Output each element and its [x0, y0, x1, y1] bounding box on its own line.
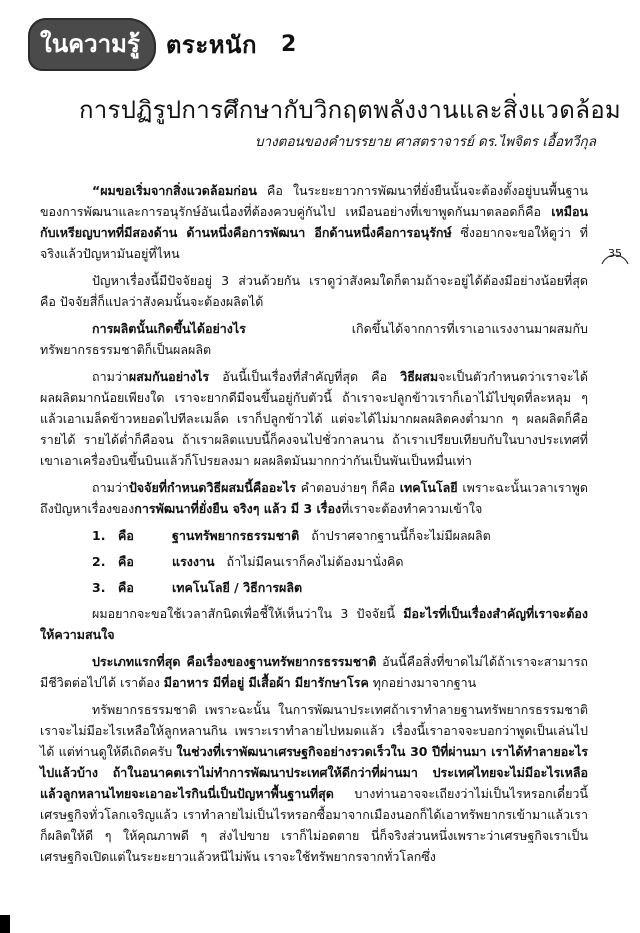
list-item-number: 1. [92, 528, 106, 543]
page-number: 35 [608, 247, 622, 260]
p8-bold: ในช่วงที่เราพัฒนาเศรษฐกิจอย่างรวดเร็วใน 30 ปีที่ผ่านมา เราได้ทำลายอะไรไปแล้วบ้าง ถ้าในอนาคตเราไม่ทำการพัฒนาประเทศให้ดีกว่าที่ผ่านมา ประเทศไทยจะไม่มีอะไรเหลือ แล้วลูกหลานไทยจะเอาอะไรกินนี่เป็นปัญหาพื้นฐานที่สุด [40, 744, 588, 801]
p1-text-c: ซึ่งอยากจะขอให้ดูว่า ที่จริงแล้วปัญหามันอยู่ที่ไหน [40, 225, 588, 261]
list-item-label: คือ [118, 528, 134, 543]
p1-text-a: คือ ในระยะยาวการพัฒนาที่ยั่งยืนนั้นจะต้องตั้งอยู่บนพื้นฐานของการพัฒนาและการอนุรักษ์อันเนื่องที่ต้องควบคู่กันไป เหมือนอย่างที่เขาพูดกันมาตลอดก็คือ [40, 183, 588, 219]
paragraph-6 [40, 603, 588, 645]
list-item [40, 525, 588, 546]
chapter-badge-rest: ตระหนัก [165, 31, 257, 59]
page-title: การปฏิรูปการศึกษากับวิกฤตพลังงานและสิ่งแวดล้อม [78, 96, 622, 124]
p4-b: อันนี้เป็นเรื่องที่สำคัญที่สุด คือ [209, 369, 401, 384]
p7-a: อันนี้คือสิ่งที่ขาดไม่ได้ถ้าเราจะสามารถมีชีวิตต่อไปได้ เราต้อง [40, 654, 588, 690]
paragraph-3 [40, 318, 588, 360]
p4-bold-a: ผสมกันอย่างไร [128, 369, 210, 384]
p3-text: เกิดขึ้นได้จากการที่เราเอาแรงงานมาผสมกับทรัพยากรธรรมชาติก็เป็นผลผลิต [40, 321, 588, 357]
scan-corner-mark [0, 915, 10, 933]
paragraph-2: ปัญหาเรื่องนี้มีปัจจัยอยู่ 3 ส่วนด้วยกัน เราดูว่าสังคมใดก็ตามถ้าจะอยู่ได้ต้องมีอย่างน้อยที่สุด คือ ปัจจัยสี่ก็แปลว่าสังคมนั้นจะต้องผลิตได้ [40, 273, 588, 309]
p7-bold-b: มีอาหาร มีที่อยู่ มีเสื้อผ้า มียารักษาโรค [163, 675, 369, 690]
page-subtitle: บางตอนของคำบรรยาย ศาสตราจารย์ ดร.ไพจิตร เอื้อทวีกุล [254, 134, 596, 150]
p8-c: บางท่านอาจจะเถียงว่าไม่เป็นไรหรอกเดี๋ยวนี้เศรษฐกิจทั่วโลกเจริญแล้ว เราทำลายไม่เป็นไรหรอกซื้อมาจากเมืองนอกก็ได้เอาทรัพยากรเข้ามาแล้วเราก็ผลิตให้ดี ๆ ให้คุณภาพดี ๆ ส่งไปขาย เราก็ไม่อดตาย นี่ก็จริงส่วนหนึ่งเพราะว่าเศรษฐกิจเราเป็นเศรษฐกิจเปิดแต่ในระยะยาวแล้วหนีไม่พ้น เราจะใช้ทรัพยากรจากทั่วโลกซึ่ง [40, 786, 588, 864]
p5-d: ที่เราจะต้องทำความเข้าใจ [341, 501, 483, 516]
list-item-key: แรงงาน [172, 554, 215, 569]
list-item-text: ถ้าไม่มีคนเราก็คงไม่ต้องมานั่งคิด [226, 554, 404, 569]
list-item-label: คือ [118, 554, 134, 569]
list-item-text: ถ้าปราศจากฐานนี้ก็จะไม่มีผลผลิต [311, 528, 491, 543]
paragraph-5 [40, 477, 588, 519]
p4-a: ถามว่า [92, 369, 129, 384]
p1-bold-b: เหมือนกับเหรียญบาทที่มีสองด้าน ด้านหนึ่งคือการพัฒนา อีกด้านหนึ่งคือการอนุรักษ์ [40, 204, 588, 240]
list-item-label: คือ [118, 580, 134, 595]
list-item-number: 3. [92, 580, 106, 595]
p5-bold-b: เทคโนโลยี [399, 480, 458, 495]
p5-c: เพราะฉะนั้นเวลาเราพูดถึงปัญหาเรื่องของ [40, 480, 588, 516]
paragraph-7 [40, 651, 588, 693]
list-item-key: ฐานทรัพยากรธรรมชาติ [172, 528, 300, 543]
list-item-number: 2. [92, 554, 106, 569]
p4-bold-b: วิธีผสม [400, 369, 439, 384]
chapter-header [28, 18, 296, 71]
paragraph-8 [40, 699, 588, 867]
list-item-key: เทคโนโลยี / วิธีการผลิต [172, 580, 303, 595]
p8-a: ทรัพยากรธรรมชาติ เพราะฉะนั้น ในการพัฒนาประเทศถ้าเราทำลายฐานทรัพยากรธรรมชาติเราจะไม่มีอะไรเหลือให้ลูกหลานกิน เพราะเราทำลายไปหมดแล้ว เรื่องนี้เราอาจจะบอกว่าพูดเป็นเล่นไปได้ แต่ท่านดูให้ดีเถิดครับ [40, 702, 588, 759]
p4-c: จะเป็นตัวกำหนดว่าเราจะได้ผลผลิตมากน้อยเพียงใด เราจะยากดีมีจนขึ้นอยู่กับตัวนี้ ถ้าเราจะปลูกข้าวเราก็เอาไม้ไปขุดที่ละหลุม ๆ แล้วเอาเมล็ดข้าวหยอดไปทีละเมล็ด เราก็ปลูกข้าวได้ แต่จะได้ไม่มากผลผลิตคงต่ำมาก ๆ ผลผลิตก็คือรายได้ รายได้ต่ำก็คือจน ถ้าเราผลิตแบบนี้ก็คงจนไปชั่วกาลนาน ถ้าเราเปรียบเทียบกับในบางประเทศที่เขาเอาเครื่องบินขึ้นบินแล้วก็โปรยลงมา ผลผลิตมันมากกว่ากันเป็นพันเป็นหมื่นเท่า [40, 369, 588, 468]
p7-c: ทุกอย่างมาจากฐาน [368, 675, 477, 690]
p5-a: ถามว่า [92, 480, 129, 495]
list-item [40, 551, 588, 572]
chapter-badge: ในความรู้ [28, 18, 156, 71]
page-number-badge [598, 238, 632, 272]
list-item [40, 577, 588, 598]
p5-bold-c: การพัฒนาที่ยั่งยืน จริงๆ แล้ว มี 3 เรื่อง [134, 501, 342, 516]
p1-bold-open: “ผมขอเริ่มจากสิ่งแวดล้อมก่อน [92, 183, 257, 198]
p6-bold: มีอะไรที่เป็นเรื่องสำคัญที่เราจะต้องให้ความสนใจ [40, 606, 588, 642]
article-body [40, 180, 588, 873]
p6-a: ผมอยากจะขอใช้เวลาสักนิดเพื่อชี้ให้เห็นว่าใน 3 ปัจจัยนี้ [92, 606, 404, 621]
p7-bold: ประเภทแรกที่สุด คือเรื่องของฐานทรัพยากรธรรมชาติ [92, 654, 377, 669]
paragraph-1 [40, 180, 588, 264]
chapter-number: 2 [280, 32, 297, 57]
paragraph-4 [40, 366, 588, 471]
p3-bold: การผลิตนั้นเกิดขึ้นได้อย่างไร [92, 321, 246, 336]
p5-b: คำตอบง่ายๆ ก็คือ [296, 480, 400, 495]
p5-bold-a: ปัจจัยที่กำหนดวิธีผสมนี้คืออะไร [128, 480, 296, 495]
